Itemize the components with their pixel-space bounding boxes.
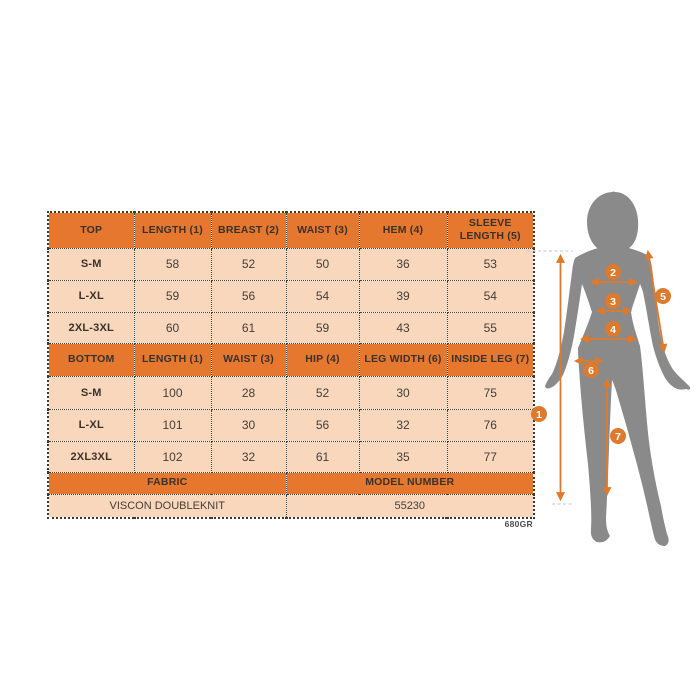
top-header-row — [48, 212, 534, 248]
measurement-value: 43 — [359, 312, 447, 343]
size-label: S-M — [48, 376, 134, 409]
measurement-figure — [525, 188, 700, 560]
marker-circle-7 — [610, 428, 626, 444]
measurement-value: 55 — [447, 312, 534, 343]
measurement-value: 30 — [359, 376, 447, 409]
measurement-value: 56 — [286, 409, 359, 441]
measurement-value: 50 — [286, 248, 359, 280]
table-row — [48, 376, 534, 409]
table-row — [48, 441, 534, 472]
marker-number-2: 2 — [610, 267, 616, 279]
marker-circle-6 — [583, 362, 599, 378]
table-row — [48, 409, 534, 441]
measurement-value: 53 — [447, 248, 534, 280]
fabric-header-cell: FABRIC — [48, 472, 286, 494]
measurement-value: 54 — [286, 280, 359, 312]
col-header-length-bottom: LENGTH (1) — [134, 343, 211, 376]
measurement-value: 30 — [211, 409, 286, 441]
figure-silhouette-svg — [525, 188, 700, 560]
marker-circle-1 — [531, 406, 547, 422]
measurement-value: 58 — [134, 248, 211, 280]
size-label: 2XL3XL — [48, 441, 134, 472]
model-number-header-cell: MODEL NUMBER — [286, 472, 534, 494]
marker-number-5: 5 — [660, 291, 666, 303]
footer-header-row — [48, 472, 534, 494]
table-row — [48, 312, 534, 343]
measurement-value: 61 — [211, 312, 286, 343]
measurement-value: 35 — [359, 441, 447, 472]
col-header-breast: BREAST (2) — [211, 212, 286, 248]
marker-number-1: 1 — [536, 409, 542, 421]
marker-number-3: 3 — [610, 296, 616, 308]
measurement-value: 59 — [134, 280, 211, 312]
measurement-value: 52 — [211, 248, 286, 280]
measurement-value: 36 — [359, 248, 447, 280]
col-header-waist-top: WAIST (3) — [286, 212, 359, 248]
col-header-sleeve-length: SLEEVE LENGTH (5) — [447, 212, 534, 248]
col-header-length-top: LENGTH (1) — [134, 212, 211, 248]
measurement-value: 101 — [134, 409, 211, 441]
measurement-value: 75 — [447, 376, 534, 409]
measurement-value: 60 — [134, 312, 211, 343]
measurement-value: 61 — [286, 441, 359, 472]
table-row — [48, 248, 534, 280]
measurement-value: 54 — [447, 280, 534, 312]
measurement-value: 59 — [286, 312, 359, 343]
weight-note: 680GR — [504, 519, 533, 529]
hair-silhouette — [587, 192, 638, 254]
measurement-value: 56 — [211, 280, 286, 312]
measurement-value: 52 — [286, 376, 359, 409]
col-header-inside-leg: INSIDE LEG (7) — [447, 343, 534, 376]
bottom-header-row — [48, 343, 534, 376]
fabric-value-cell: VISCON DOUBLEKNIT — [48, 494, 286, 518]
model-number-value-cell: 55230 — [286, 494, 534, 518]
marker-number-6: 6 — [588, 365, 594, 377]
col-header-top: TOP — [48, 212, 134, 248]
measurement-value: 76 — [447, 409, 534, 441]
measurement-value: 28 — [211, 376, 286, 409]
col-header-hip: HIP (4) — [286, 343, 359, 376]
col-header-leg-width: LEG WIDTH (6) — [359, 343, 447, 376]
table-row — [48, 280, 534, 312]
size-chart-table — [47, 211, 535, 519]
size-label: L-XL — [48, 280, 134, 312]
marker-number-4: 4 — [610, 324, 616, 336]
measurement-value: 100 — [134, 376, 211, 409]
measurement-value: 102 — [134, 441, 211, 472]
col-header-bottom: BOTTOM — [48, 343, 134, 376]
measurement-value: 32 — [359, 409, 447, 441]
footer-value-row — [48, 494, 534, 518]
marker-circle-5 — [655, 288, 671, 304]
size-label: S-M — [48, 248, 134, 280]
measurement-value: 77 — [447, 441, 534, 472]
marker-circle-4 — [605, 321, 621, 337]
measurement-value: 39 — [359, 280, 447, 312]
measurement-value: 32 — [211, 441, 286, 472]
size-label: 2XL-3XL — [48, 312, 134, 343]
marker-circle-2 — [605, 264, 621, 280]
marker-circle-3 — [605, 293, 621, 309]
col-header-hem: HEM (4) — [359, 212, 447, 248]
col-header-waist-bottom: WAIST (3) — [211, 343, 286, 376]
size-label: L-XL — [48, 409, 134, 441]
marker-number-7: 7 — [615, 431, 621, 443]
